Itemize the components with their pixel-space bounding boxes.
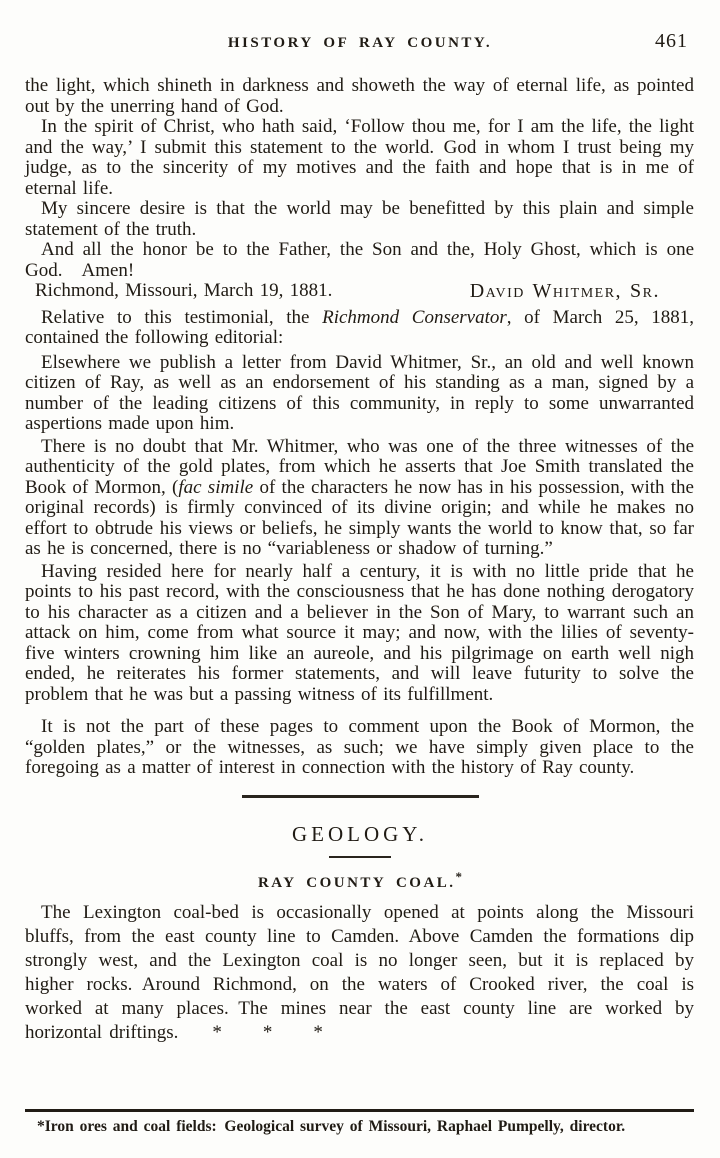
editorial-intro-post: , of March 25, 1881, contained the following editorial: [25,306,694,348]
footnote-rule [25,1109,694,1112]
paragraph-editorial-intro [25,308,694,349]
doubt-text-post: of the characters he now has in his possession, with the original records) is firmly convinced of its divine origin; and while he makes no effort to obtrude his views or beliefs, he simply wants the world to know that, so far as he is concerned, there is no “variableness or shadow of turning.” [25,476,694,559]
paragraph-light: the light, which shineth in darkness and showeth the way of eternal life, as pointed out by the unerring hand of God. [25,75,694,117]
coal-subheading-text: RAY COUNTY COAL. [257,874,456,891]
paragraph-desire: My sincere desire is that the world may be benefitted by this plain and simple statement of the truth. [25,198,694,240]
doubt-text-pre: There is no doubt that Mr. Whitmer, who was one of the three witnesses of the authenticity of the gold plates, from which he asserts that Joe Smith translated the Book of Mormon, ( [25,435,694,498]
page-footer [25,1109,694,1136]
dateline: Richmond, Missouri, March 19, 1881. [35,280,333,301]
editorial-intro-pre: Relative to this testimonial, the [41,306,323,328]
page-body [25,76,694,779]
paragraph-elsewhere: Elsewhere we publish a letter from David Whitmer, Sr., an old and well known citizen of Ray, as well as an endorsement of his standing as a man, signed by a number of the leading citizens of this community, in reply to some unwarranted aspertions made upon him. [25,351,694,434]
footnote-marker: * [455,868,463,884]
signature-name: David Whitmer, Sr. [469,280,660,302]
fac-simile-phrase: fac simile [178,476,254,498]
footnote-text: *Iron ores and coal fields: Geological survey of Missouri, Raphael Pumpelly, director. [37,1118,626,1135]
newspaper-title: Richmond Conservator [322,306,507,328]
geology-heading: GEOLOGY. [291,821,429,846]
section-divider-rule [242,795,479,798]
ellipsis-asterisks: * * * [212,1021,324,1043]
paragraph-having: Having resided here for nearly half a century, it is with no little pride that he points to his past record, with the consciousness that he has done nothing derogatory to his character as a citizen and a believer in the Son of Mary, to warrant such an attack on him, come from what source it may; and now, with the lilies of seventy-five winters crowning him like an aureole, and his pilgrimage on earth well nigh ended, he reiterates his former statements, and will leave futurity to solve the problem that he was but a passing witness of its fulfillment. [25,560,694,705]
running-title: HISTORY OF RAY COUNTY. [227,35,493,51]
coal-text: The Lexington coal-bed is occasionally opened at points along the Missouri bluffs, from the east county line to Camden. Above Camden the formations dip strongly west, and the Lexington coal is no longer seen, but it is replaced by higher rocks. Around Richmond, on the waters of Crooked river, the coal is worked at many places. The mines near the east county line are worked by horizontal driftings. [25,901,694,1043]
coal-subheading [0,869,720,892]
paragraph-spirit: In the spirit of Christ, who hath said, ‘Follow thou me, for I am the life, the light and the way,’ I submit this statement to the world. God in whom I trust being my judge, as to the sincerity of my motives and the faith and hope that is in me of eternal life. [25,116,694,199]
heading-rule [329,856,391,858]
geology-section [0,795,720,1045]
paragraph-doubt [25,437,694,560]
paragraph-coal [25,901,694,1045]
signature-line [25,281,694,302]
paragraph-comment: It is not the part of these pages to comment upon the Book of Mormon, the “golden plates,” or the witnesses, as such; we have simply given place to the foregoing as a matter of interest in connection with the history of Ray county. [25,716,694,778]
page-header [0,0,720,56]
paragraph-honor: And all the honor be to the Father, the Son and the, Holy Ghost, which is one God. Amen! [25,239,694,281]
page-number: 461 [655,30,688,52]
